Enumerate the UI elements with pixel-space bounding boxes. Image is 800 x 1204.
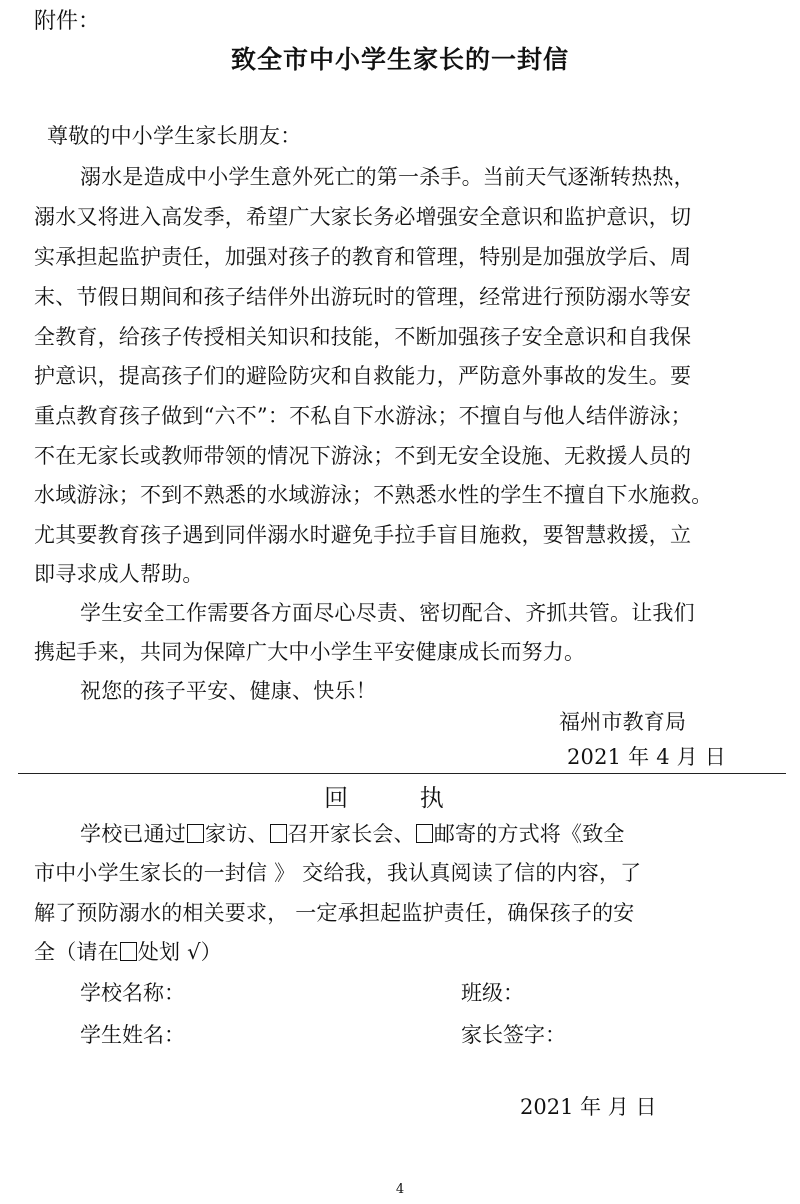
parent-signature-label: 家长签字： xyxy=(461,1023,566,1047)
paragraph-line: 水域游泳；不到不熟悉的水域游泳；不熟悉水性的学生不擅自下水施救。 xyxy=(34,483,713,507)
paragraph-line: 尤其要教育孩子遇到同伴溺水时避免手拉手盲目施救，要智慧救援，立 xyxy=(34,523,692,547)
paragraph-line: 即寻求成人帮助。 xyxy=(34,562,204,586)
receipt-title: 回 执 xyxy=(324,784,476,812)
receipt-line xyxy=(80,822,625,846)
cut-divider xyxy=(18,773,786,774)
option-mail-label: 邮寄的方式将《致全 xyxy=(433,822,625,846)
receipt-date: 2021 年 月 日 xyxy=(520,1095,657,1119)
letter-title: 致全市中小学生家长的一封信 xyxy=(230,45,569,74)
mail-checkbox[interactable] xyxy=(416,824,433,843)
paragraph-line: 溺水是造成中小学生意外死亡的第一杀手。当前天气逐渐转热热， xyxy=(80,165,695,189)
letter-date: 2021 年 4 月 日 xyxy=(567,745,726,769)
paragraph-line: 全教育，给孩子传授相关知识和技能，不断加强孩子安全意识和自我保 xyxy=(34,325,692,349)
salutation: 尊敬的中小学生家长朋友： xyxy=(47,124,302,148)
page-number: 4 xyxy=(395,1182,405,1197)
school-name-label: 学校名称： xyxy=(80,981,185,1005)
receipt-text: 处划 √） xyxy=(137,940,222,964)
checkbox-sample-icon xyxy=(120,942,137,961)
receipt-text: 学校已通过 xyxy=(80,822,186,846)
receipt-line: 解了预防溺水的相关要求， 一定承担起监护责任，确保孩子的安 xyxy=(34,901,635,925)
student-name-label: 学生姓名： xyxy=(80,1023,185,1047)
paragraph-line: 溺水又将进入高发季，希望广大家长务必增强安全意识和监护意识，切 xyxy=(34,205,692,229)
paragraph-line: 末、节假日期间和孩子结伴外出游玩时的管理，经常进行预防溺水等安 xyxy=(34,285,692,309)
paragraph-line: 实承担起监护责任，加强对孩子的教育和管理，特别是加强放学后、周 xyxy=(34,245,692,269)
paragraph-line: 不在无家长或教师带领的情况下游泳；不到无安全设施、无救援人员的 xyxy=(34,444,692,468)
issuer: 福州市教育局 xyxy=(559,710,687,734)
receipt-line xyxy=(34,940,222,964)
closing-wishes: 祝您的孩子平安、健康、快乐！ xyxy=(80,679,377,703)
option-parent-meeting-label: 召开家长会、 xyxy=(287,822,415,846)
attachment-label: 附件： xyxy=(34,9,101,34)
option-home-visit-label: 家访、 xyxy=(205,822,269,846)
paragraph-line: 携起手来，共同为保障广大中小学生平安健康成长而努力。 xyxy=(34,640,586,664)
paragraph-line: 学生安全工作需要各方面尽心尽责、密切配合、齐抓共管。让我们 xyxy=(80,601,695,625)
parent-meeting-checkbox[interactable] xyxy=(270,824,287,843)
receipt-text: 全（请在 xyxy=(34,940,119,964)
home-visit-checkbox[interactable] xyxy=(187,824,204,843)
paragraph-line: 护意识，提高孩子们的避险防灾和自救能力，严防意外事故的发生。要 xyxy=(34,364,692,388)
paragraph-line: 重点教育孩子做到“六不”：不私自下水游泳；不擅自与他人结伴游泳； xyxy=(34,404,692,428)
receipt-line: 市中小学生家长的一封信 》 交给我，我认真阅读了信的内容，了 xyxy=(34,861,642,885)
class-label: 班级： xyxy=(461,981,524,1005)
